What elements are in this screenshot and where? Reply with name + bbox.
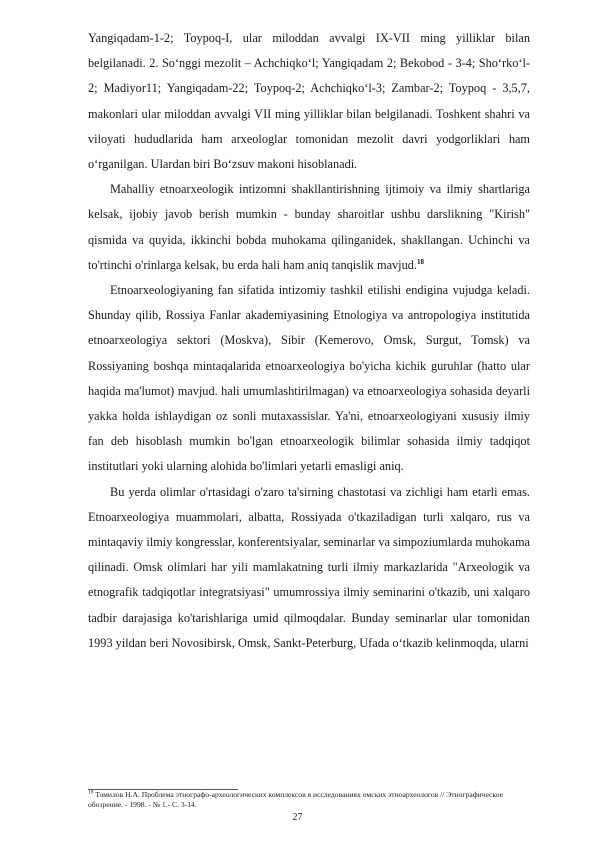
paragraph-2	[88, 177, 530, 278]
page-body	[88, 26, 530, 656]
footnote-text: Томилов Н.А. Проблема этнографо-археологических комплексов в исследованиях омских этноархеологов // Этнографическое обозрение. - 1998. - № 1.- С. 3-14.	[88, 790, 503, 809]
paragraph-1: Yangiqadam-1-2; Toypoq-I, ular miloddan avvalgi IX-VII ming yilliklar bilan belgilanadi. 2. So‘nggi mezolit – Achchiqko‘l; Yangiqadam 2; Bekobod - 3-4; Sho‘rko‘l-2; Madiyor11; Yangiqadam-22; Toypoq-2; Achchiqko‘l-3; Zambar-2; Toypoq - 3,5,7, makonlari ular miloddan avvalgi VII ming yilliklar bilan belgilanadi. Toshkent shahri va viloyati hududlarida ham arxeologlar tomonidan mezolit davri yodgorliklari ham o‘rganilgan. Ulardan biri Bo‘zsuv makoni hisoblanadi.	[88, 31, 530, 172]
paragraph-2-text: Mahalliy etnoarxeologik intizomni shakllantirishning ijtimoiy va ilmiy shartlariga kelsak, ijobiy javob berish mumkin - bunday sharoitlar ushbu darslikning "Kirish" qismida va quyida, ikkinchi bobda muhokama qilinganidek, shakllangan. Uchinchi va to'rtinchi o'rinlarga kelsak, bu erda hali ham aniq tanqislik mavjud.	[88, 182, 530, 272]
page-number: 27	[292, 812, 303, 823]
paragraph-3: Etnoarxeologiyaning fan sifatida intizomiy tashkil etilishi endigina vujudga keladi. Shunday qilib, Rossiya Fanlar akademiyasining Etnologiya va antropologiya institutida etnoarxeologiya sektori (Moskva), Sibir (Kemerovo, Omsk, Surgut, Tomsk) va Rossiyaning boshqa mintaqalarida etnoarxeologiya bo'yicha kichik guruhlar (hatto ular haqida ma'lumot) mavjud. hali umumlashtirilmagan) va etnoarxeologiya sohasida deyarli yakka holda ishlaydigan oz sonli mutaxassislar. Ya'ni, etnoarxeologiyani xususiy ilmiy fan deb hisoblash mumkin bo'lgan etnoarxeologik bilimlar sohasida ilmiy tadqiqot institutlari yoki ularning alohida bo'limlari yetarli emasligi aniq.	[88, 283, 530, 474]
footnote-reference-18[interactable]: 18	[416, 257, 424, 266]
footnote-number: 18	[88, 789, 94, 796]
paragraph-4: Bu yerda olimlar o'rtasidagi o'zaro ta'sirning chastotasi va zichligi ham etarli emas. Etnoarxeologiya muammolari, albatta, Rossiyada o'tkaziladigan turli xalqaro, rus va mintaqaviy ilmiy kongresslar, konferentsiyalar, seminarlar va simpoziumlarda muhokama qilinadi. Omsk olimlari har yili mamlakatning turli ilmiy markazlarida "Arxeologik va etnografik tadqiqotlar integratsiyasi" umumrossiya ilmiy seminarini o'tkazib, uni xalqaro tadbir darajasiga ko'tarishlariga umid qilmoqdalar. Bunday seminarlar ular tomonidan 1993 yildan beri Novosibirsk, Omsk, Sankt-Peterburg, Ufada o‘tkazib kelinmoqda, ularni	[88, 484, 530, 650]
footnote-18	[88, 790, 530, 810]
